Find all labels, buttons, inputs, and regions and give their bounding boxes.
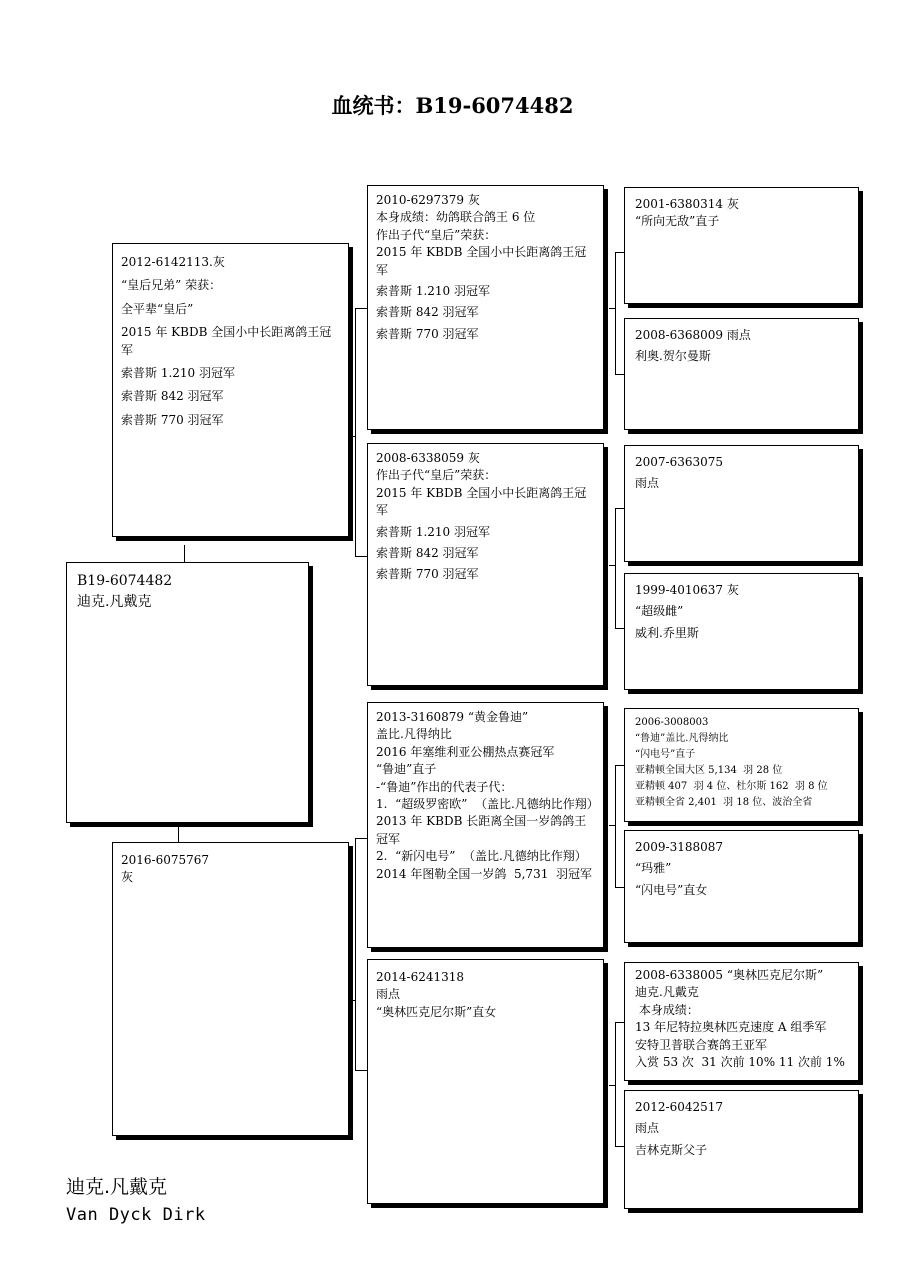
subject-owner: 迪克.凡戴克 xyxy=(77,594,152,610)
pedigree-line: 利奥.贺尔曼斯 xyxy=(635,349,711,364)
pedigree-line: 2015 年 KBDB 全国小中长距离鸽王冠军 xyxy=(376,245,587,277)
great-grandsire-card xyxy=(624,962,859,1081)
page-title: 血统书：B19-6074482 xyxy=(331,93,574,118)
pedigree-line: 2013-3160879 “黄金鲁迪” xyxy=(376,710,529,724)
connector-line xyxy=(615,628,624,629)
pedigree-line: 2013 年 KBDB 长距离全国一岁鸽鸽王冠军 xyxy=(376,814,587,846)
pedigree-line: 2012-6042517 xyxy=(635,1100,724,1114)
pedigree-line: 雨点 xyxy=(635,1121,660,1136)
pedigree-line: 2016-6075767 xyxy=(121,853,210,867)
pedigree-line: 2015 年 KBDB 全国小中长距离鸽王冠军 xyxy=(121,325,332,357)
pedigree-line: 索普斯 1.210 羽冠军 xyxy=(376,524,490,539)
pedigree-line: 2007-6363075 xyxy=(635,455,724,469)
pedigree-line: 索普斯 1.210 羽冠军 xyxy=(376,283,490,298)
pedigree-line: 2014 年图勒全国一岁鸽 5,731 羽冠军 xyxy=(376,866,592,881)
pedigree-line: 2008-6338005 “奥林匹克尼尔斯” xyxy=(635,968,824,982)
connector-line xyxy=(615,252,624,253)
pedigree-line: 亚精顿 407 羽 4 位、杜尔斯 162 羽 8 位 xyxy=(635,781,828,792)
pedigree-line: 索普斯 770 羽冠军 xyxy=(376,326,479,341)
sire-card xyxy=(112,243,349,537)
connector-line xyxy=(615,1022,624,1023)
pedigree-line: 安特卫普联合赛鸽王亚军 xyxy=(635,1037,768,1052)
pedigree-line: 入赏 53 次 31 次前 10% 11 次前 1% xyxy=(635,1054,845,1069)
pedigree-line: 作出子代“皇后”荣获： xyxy=(376,468,497,483)
pedigree-line: “所向无敌”直子 xyxy=(635,214,720,229)
connector-line xyxy=(178,822,179,842)
pedigree-line: 迪克.凡戴克 xyxy=(635,985,699,1000)
pedigree-line: 2. “新闪电号” （盖比.凡德纳比作翔） xyxy=(376,849,587,864)
pedigree-line: 2009-3188087 xyxy=(635,840,724,854)
sire-sire-card xyxy=(367,185,604,430)
pedigree-line: 雨点 xyxy=(376,987,401,1002)
pedigree-line: 1. “超级罗密欧” （盖比.凡德纳比作翔） xyxy=(376,796,599,811)
pedigree-line: 2008-6338059 灰 xyxy=(376,451,480,465)
pedigree-line: 全平辈“皇后” xyxy=(121,301,194,316)
connector-line xyxy=(184,545,185,563)
connector-line xyxy=(355,308,356,556)
subject-ring-number: B19-6074482 xyxy=(77,573,173,589)
breeder-name-english: Van Dyck Dirk xyxy=(66,1205,206,1225)
pedigree-line: 本身成绩： xyxy=(635,1002,699,1017)
pedigree-line: 本身成绩：幼鸽联合鸽王 6 位 xyxy=(376,210,536,225)
pedigree-line: “超级雌” xyxy=(635,604,684,619)
great-granddam-card xyxy=(624,573,859,690)
pedigree-line: 2008-6368009 雨点 xyxy=(635,328,751,342)
connector-line xyxy=(615,1022,616,1146)
pedigree-line: 亚精顿全省 2,401 羽 18 位、波治全省 xyxy=(635,797,813,808)
pedigree-line: 索普斯 842 羽冠军 xyxy=(121,389,224,404)
great-grandsire-card xyxy=(624,187,859,304)
pedigree-line: 索普斯 1.210 羽冠军 xyxy=(121,365,235,380)
pedigree-line: 灰 xyxy=(121,870,134,885)
connector-line xyxy=(615,1146,624,1147)
pedigree-line: 盖比.凡得纳比 xyxy=(376,727,452,742)
connector-line xyxy=(355,1070,367,1071)
pedigree-line: 2015 年 KBDB 全国小中长距离鸽王冠军 xyxy=(376,485,587,518)
breeder-name-chinese: 迪克.凡戴克 xyxy=(66,1176,168,1198)
great-grandsire-card xyxy=(624,445,859,562)
pedigree-line: “奥林匹克尼尔斯”直女 xyxy=(376,1004,497,1019)
pedigree-line: “闪电号”直子 xyxy=(635,749,696,760)
great-grandsire-card xyxy=(624,708,859,822)
pedigree-line: 2006-3008003 xyxy=(635,717,709,728)
connector-line xyxy=(355,838,367,839)
pedigree-line: 吉林克斯父子 xyxy=(635,1142,708,1157)
pedigree-line: 2010-6297379 灰 xyxy=(376,193,480,207)
connector-line xyxy=(615,508,616,628)
pedigree-line: “闪电号”直女 xyxy=(635,882,708,897)
pedigree-line: 13 年尼特拉奥林匹克速度 A 组季军 xyxy=(635,1020,827,1035)
pedigree-line: “皇后兄弟” 荣获： xyxy=(121,278,222,293)
connector-line xyxy=(615,765,624,766)
subject-card xyxy=(66,562,309,823)
pedigree-line: 2001-6380314 灰 xyxy=(635,197,739,211)
pedigree-line: 雨点 xyxy=(635,476,660,491)
pedigree-line: 2014-6241318 xyxy=(376,970,465,984)
dam-sire-card xyxy=(367,702,604,948)
connector-line xyxy=(615,887,624,888)
dam-dam-card xyxy=(367,959,604,1204)
connector-line xyxy=(615,765,616,887)
connector-line xyxy=(615,508,624,509)
pedigree-line: -“鲁迪”作出的代表子代： xyxy=(376,779,513,794)
pedigree-line: 2016 年塞维利亚公棚热点赛冠军 xyxy=(376,744,555,759)
pedigree-line: “玛雅” xyxy=(635,861,672,876)
pedigree-line: 2012-6142113.灰 xyxy=(121,255,225,269)
pedigree-line: “鲁迪”盖比.凡得纳比 xyxy=(635,733,729,744)
sire-dam-card xyxy=(367,443,604,686)
connector-line xyxy=(355,838,356,1070)
pedigree-line: 作出子代“皇后”荣获： xyxy=(376,227,497,242)
pedigree-line: “鲁迪”直子 xyxy=(376,762,437,777)
pedigree-line: 索普斯 842 羽冠军 xyxy=(376,305,479,320)
connector-line xyxy=(615,374,624,375)
pedigree-line: 1999-4010637 灰 xyxy=(635,583,739,597)
connector-line xyxy=(615,252,616,374)
great-granddam-card xyxy=(624,318,859,430)
connector-line xyxy=(355,308,367,309)
great-granddam-card xyxy=(624,830,859,943)
dam-card xyxy=(112,842,349,1136)
pedigree-line: 索普斯 770 羽冠军 xyxy=(376,567,479,582)
pedigree-line: 索普斯 842 羽冠军 xyxy=(376,545,479,560)
connector-line xyxy=(355,556,367,557)
pedigree-line: 威利.乔里斯 xyxy=(635,625,699,640)
pedigree-line: 索普斯 770 羽冠军 xyxy=(121,412,224,427)
great-granddam-card xyxy=(624,1090,859,1209)
pedigree-line: 亚精顿全国大区 5,134 羽 28 位 xyxy=(635,765,783,776)
